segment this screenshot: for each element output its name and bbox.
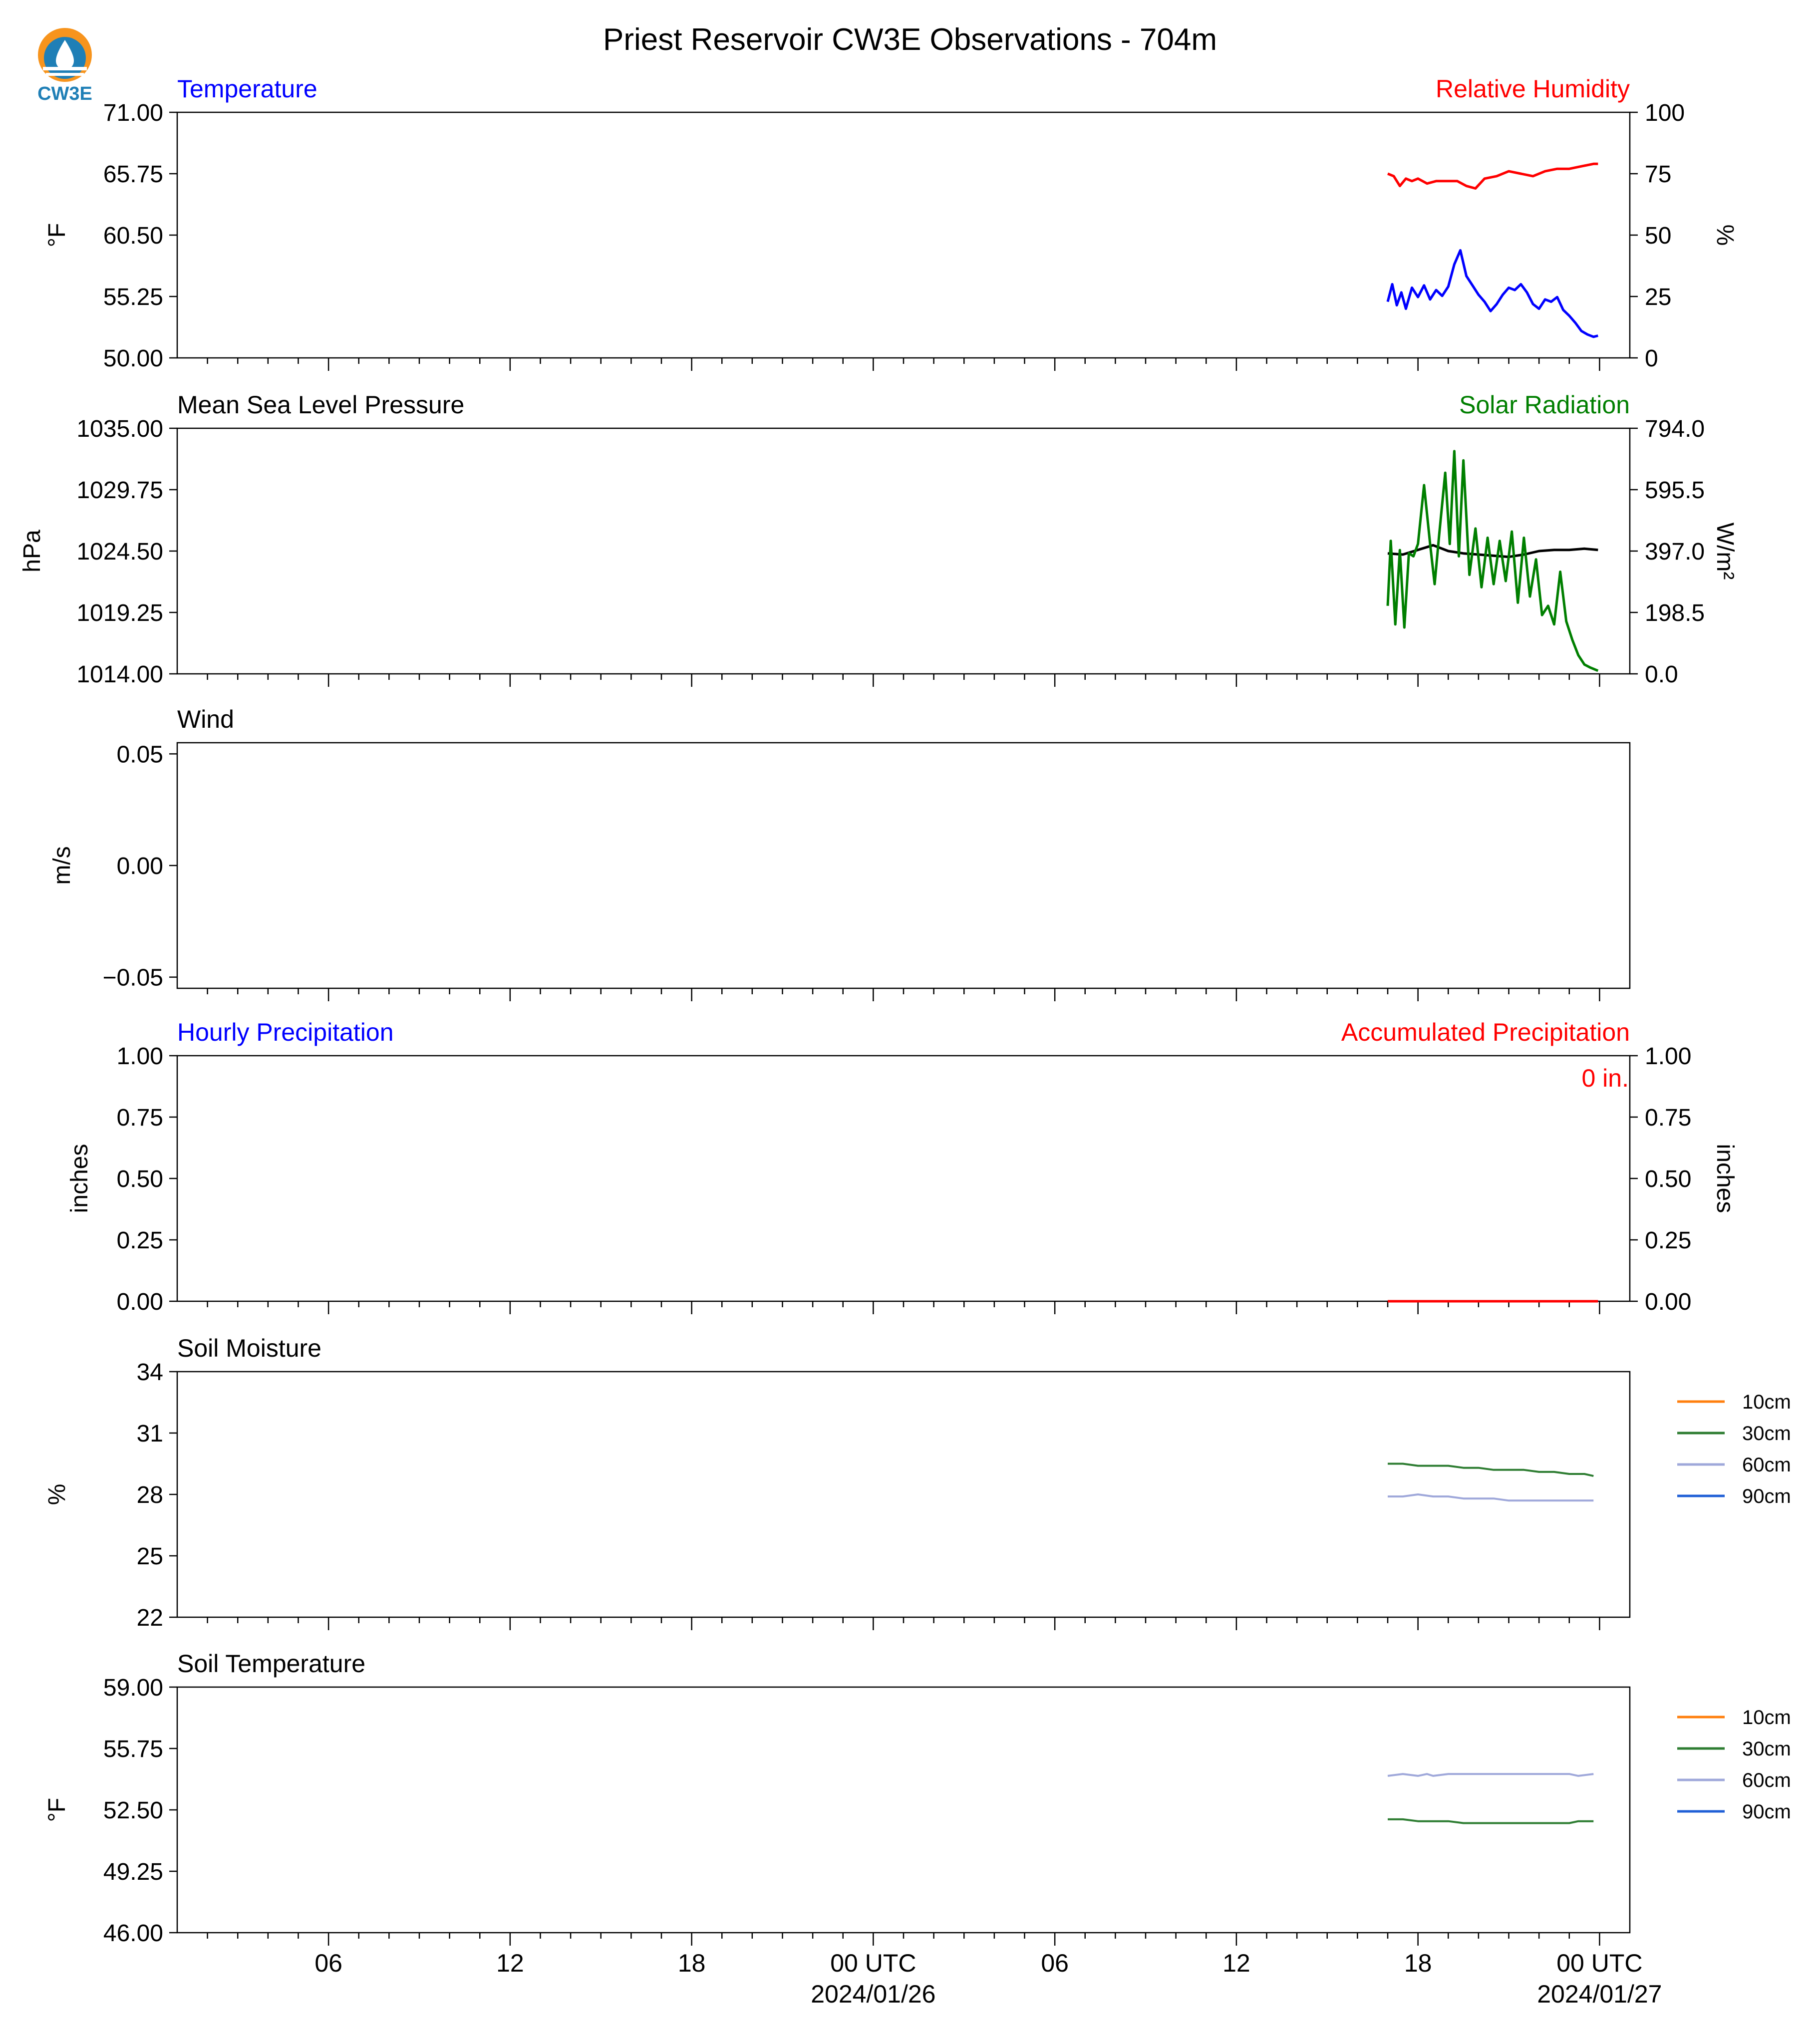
y-tick-label: 60.50 (103, 223, 163, 249)
y-tick-label-right: 397.0 (1645, 539, 1705, 565)
y-tick-label-right: 100 (1645, 100, 1685, 126)
panel-title-left: Soil Temperature (177, 1650, 366, 1678)
panel-title-left: Soil Moisture (177, 1334, 321, 1362)
y-tick-label: 1029.75 (76, 477, 163, 504)
panel-title-left: Mean Sea Level Pressure (177, 391, 465, 419)
y-tick-label: 71.00 (103, 100, 163, 126)
y-tick-label-right: 25 (1645, 284, 1672, 310)
y-axis-label-left: hPa (19, 530, 45, 573)
y-tick-label-right: 595.5 (1645, 477, 1705, 504)
y-tick-label: 34 (136, 1359, 163, 1386)
panels (19, 75, 1791, 2008)
plot-frame (177, 112, 1630, 358)
y-tick-label: 0.00 (116, 1289, 163, 1315)
x-date-label: 2024/01/27 (1537, 1980, 1662, 2008)
y-tick-label-right: 0.75 (1645, 1105, 1692, 1131)
cw3e-logo (37, 28, 92, 104)
y-tick-label-right: 0.50 (1645, 1166, 1692, 1192)
y-tick-label: 59.00 (103, 1675, 163, 1701)
series-line-relative-humidity (1388, 164, 1598, 188)
series-line-solar-radiation (1388, 451, 1598, 671)
y-axis-label-left: % (44, 1483, 70, 1505)
y-tick-label: 65.75 (103, 161, 163, 188)
series-line-mean-sea-level-pressure (1388, 545, 1598, 557)
y-tick-label: 28 (136, 1482, 163, 1508)
x-date-label: 2024/01/26 (811, 1980, 936, 2008)
y-axis-label-left: °F (44, 1797, 70, 1822)
panel-2 (49, 705, 1630, 1001)
y-axis-label-right: % (1712, 224, 1738, 246)
legend-label-10cm: 10cm (1742, 1391, 1791, 1413)
x-tick-label: 00 UTC (830, 1949, 916, 1977)
y-tick-label: 1035.00 (76, 416, 163, 442)
y-tick-label: 0.50 (116, 1166, 163, 1192)
plot-frame (177, 743, 1630, 988)
y-tick-label-right: 50 (1645, 223, 1672, 249)
y-tick-label-right: 0 (1645, 345, 1658, 372)
y-tick-label: 0.75 (116, 1105, 163, 1131)
x-tick-label: 06 (314, 1949, 342, 1977)
panel-1 (19, 391, 1738, 688)
y-tick-label: 1014.00 (76, 661, 163, 688)
legend-label-30cm: 30cm (1742, 1738, 1791, 1760)
logo-text: CW3E (37, 83, 92, 104)
y-tick-label-right: 794.0 (1645, 416, 1705, 442)
y-tick-label: 52.50 (103, 1797, 163, 1824)
panel-3 (66, 1018, 1738, 1315)
plot-frame (177, 1056, 1630, 1301)
y-tick-label: 46.00 (103, 1920, 163, 1947)
y-tick-label-right: 0.00 (1645, 1289, 1692, 1315)
y-tick-label: 1024.50 (76, 539, 163, 565)
legend-label-10cm: 10cm (1742, 1707, 1791, 1729)
series-line-60cm (1388, 1774, 1593, 1776)
y-axis-label-right: inches (1712, 1144, 1738, 1213)
x-tick-label: 12 (496, 1949, 524, 1977)
logo-wave-2 (46, 73, 84, 76)
series-line-temperature (1388, 251, 1598, 337)
y-tick-label: 22 (136, 1605, 163, 1631)
panel-4 (44, 1334, 1791, 1631)
x-tick-label: 18 (1404, 1949, 1432, 1977)
y-tick-label: 0.25 (116, 1227, 163, 1254)
panel-title-left: Hourly Precipitation (177, 1018, 394, 1046)
y-tick-label-right: 1.00 (1645, 1043, 1692, 1070)
y-tick-label: 31 (136, 1421, 163, 1447)
x-tick-label: 12 (1222, 1949, 1250, 1977)
y-tick-label: 49.25 (103, 1859, 163, 1885)
series-line-30cm (1388, 1464, 1593, 1476)
y-tick-label: 0.00 (116, 853, 163, 879)
x-tick-label: 00 UTC (1556, 1949, 1643, 1977)
legend-label-90cm: 90cm (1742, 1801, 1791, 1823)
legend-label-30cm: 30cm (1742, 1423, 1791, 1445)
y-axis-label-left: m/s (49, 846, 75, 885)
y-tick-label-right: 75 (1645, 161, 1672, 188)
panel-title-right: Accumulated Precipitation (1341, 1018, 1630, 1046)
y-tick-label: 1.00 (116, 1043, 163, 1070)
y-tick-label: 50.00 (103, 345, 163, 372)
x-tick-label: 06 (1041, 1949, 1069, 1977)
y-tick-label: 25 (136, 1543, 163, 1570)
y-tick-label-right: 198.5 (1645, 600, 1705, 626)
panel-0 (44, 75, 1738, 372)
y-tick-label: 1019.25 (76, 600, 163, 626)
chart-title: Priest Reservoir CW3E Observations - 704m (603, 22, 1217, 57)
y-tick-label: 0.05 (116, 741, 163, 768)
annotation: 0 in. (1581, 1064, 1629, 1092)
y-tick-label: 55.75 (103, 1736, 163, 1762)
panel-title-left: Wind (177, 705, 234, 733)
y-tick-label: 55.25 (103, 284, 163, 310)
panel-5 (44, 1650, 1791, 2008)
y-tick-label-right: 0.25 (1645, 1227, 1692, 1254)
y-tick-label-right: 0.0 (1645, 661, 1678, 688)
legend-label-60cm: 60cm (1742, 1769, 1791, 1791)
panel-title-left: Temperature (177, 75, 317, 103)
y-axis-label-left: °F (44, 223, 70, 248)
series-line-30cm (1388, 1819, 1593, 1823)
y-axis-label-right: W/m² (1712, 522, 1738, 580)
y-axis-label-left: inches (66, 1144, 93, 1213)
y-tick-label: −0.05 (102, 964, 163, 991)
panel-title-right: Relative Humidity (1435, 75, 1630, 103)
panel-title-right: Solar Radiation (1459, 391, 1630, 419)
legend-label-90cm: 90cm (1742, 1485, 1791, 1507)
legend-label-60cm: 60cm (1742, 1454, 1791, 1476)
plot-frame (177, 1687, 1630, 1933)
series-line-60cm (1388, 1494, 1593, 1500)
x-tick-label: 18 (677, 1949, 706, 1977)
logo-wave-1 (43, 67, 87, 70)
